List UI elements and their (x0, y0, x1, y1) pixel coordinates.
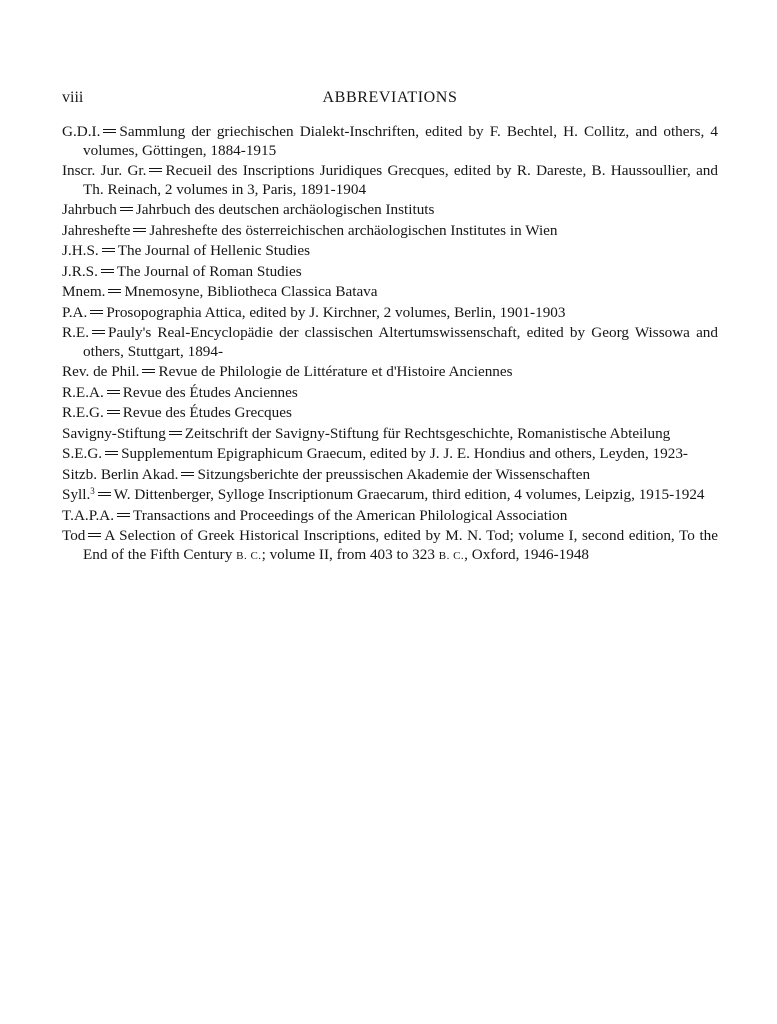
abbreviation-definition (83, 527, 718, 563)
equals-sign-icon (88, 533, 101, 537)
abbreviation-term: J.H.S. (62, 242, 99, 259)
abbreviation-definition: W. Dittenberger, Sylloge Inscriptionum Graecarum, third edition, 4 volumes, Leipzig, 1915-1924 (113, 486, 705, 503)
equals-sign-icon (101, 269, 114, 273)
abbreviation-definition: The Journal of Roman Studies (116, 262, 302, 280)
abbreviation-definition: Jahrbuch des deutschen archäologischen Instituts (135, 201, 435, 218)
page-number: viii (62, 89, 84, 106)
abbreviation-term: Sitzb. Berlin Akad. (62, 465, 179, 483)
equals-sign-icon (92, 330, 105, 334)
abbreviation-term: G.D.I. (62, 123, 101, 140)
definition-text: A Selection of Greek Historical Inscriptions, edited by M. N. Tod; volume I, second edition, To the End of the Fifth Century (83, 527, 718, 563)
equals-sign-icon (117, 513, 130, 517)
equals-sign-icon (90, 310, 103, 314)
abbreviation-definition: Sitzungsberichte der preussischen Akademie der Wissenschaften (197, 465, 591, 483)
equals-sign-icon (133, 228, 146, 232)
abbreviation-definition: Sammlung der griechischen Dialekt-Inschriften, edited by F. Bechtel, H. Collitz, and others, 4 volumes, Göttingen, 1884-1915 (83, 123, 718, 159)
abbreviation-term: P.A. (62, 303, 88, 321)
equals-sign-icon (107, 390, 120, 394)
abbreviation-term: T.A.P.A. (62, 506, 115, 524)
abbreviation-term: S.E.G. (62, 445, 103, 462)
abbreviation-definition: Revue des Études Anciennes (122, 383, 298, 401)
abbreviation-entry (62, 425, 718, 444)
equals-sign-icon (98, 492, 111, 496)
abbreviation-term: Syll. (62, 486, 91, 503)
abbreviation-definition: Recueil des Inscriptions Juridiques Grecques, edited by R. Dareste, B. Haussoullier, and Th. Reinach, 2 volumes in 3, Paris, 1891-1904 (83, 162, 718, 198)
abbreviation-entry (62, 404, 718, 423)
equals-sign-icon (169, 431, 182, 435)
era-small-caps: B. C. (236, 549, 262, 562)
abbreviation-entry (62, 222, 718, 241)
abbreviation-term: R.E. (62, 324, 90, 341)
abbreviation-entry (62, 363, 718, 382)
abbreviation-entry (62, 384, 718, 403)
abbreviation-entry (62, 527, 718, 565)
abbreviation-definition: Supplementum Epigraphicum Graecum, edited by J. J. E. Hondius and others, Leyden, 1923- (121, 445, 688, 462)
abbreviation-term: Savigny-Stiftung (62, 424, 166, 442)
abbreviation-definition: The Journal of Hellenic Studies (117, 242, 311, 259)
abbreviation-entry (62, 162, 718, 199)
abbreviation-definition: Pauly's Real-Encyclopädie der classischen Altertumswissenschaft, edited by Georg Wissowa and others, Stuttgart, 1894- (83, 324, 718, 360)
equals-sign-icon (107, 410, 120, 414)
page-header (62, 87, 718, 109)
abbreviation-term: J.R.S. (62, 262, 98, 280)
equals-sign-icon (103, 129, 116, 133)
era-small-caps: B. C. (438, 549, 465, 562)
abbreviation-entry (62, 445, 718, 464)
equals-sign-icon (120, 207, 133, 211)
abbreviation-term: Jahrbuch (62, 201, 117, 218)
equals-sign-icon (108, 289, 121, 293)
abbreviation-term: R.E.G. (62, 404, 104, 421)
abbreviation-definition: Revue des Études Grecques (122, 404, 292, 421)
abbreviation-entry (62, 201, 718, 220)
edition-superscript: 3 (90, 486, 95, 496)
abbreviation-definition: Mnemosyne, Bibliotheca Classica Batava (124, 283, 378, 300)
abbreviation-entry (62, 263, 718, 282)
running-head-title: ABBREVIATIONS (322, 89, 458, 106)
abbreviation-entry (62, 466, 718, 485)
definition-text: , Oxford, 1946-1948 (464, 545, 590, 563)
equals-sign-icon (149, 168, 162, 172)
abbreviation-definition: Jahreshefte des österreichischen archäologischen Institutes in Wien (149, 221, 558, 239)
abbreviation-term: Inscr. Jur. Gr. (62, 162, 147, 179)
abbreviation-term: Rev. de Phil. (62, 363, 140, 380)
equals-sign-icon (105, 451, 118, 455)
abbreviation-definition: Prosopographia Attica, edited by J. Kirchner, 2 volumes, Berlin, 1901-1903 (106, 303, 566, 321)
equals-sign-icon (102, 248, 115, 252)
equals-sign-icon (181, 472, 194, 476)
abbreviation-definition: Transactions and Proceedings of the American Philological Association (133, 506, 568, 524)
abbreviation-term: Mnem. (62, 283, 106, 300)
abbreviation-definition: Revue de Philologie de Littérature et d'Histoire Anciennes (158, 363, 513, 380)
abbreviation-entry (62, 283, 718, 302)
equals-sign-icon (142, 369, 155, 373)
abbreviation-term: Jahreshefte (62, 221, 131, 239)
abbreviation-entry (62, 324, 718, 361)
abbreviation-entry (62, 486, 718, 505)
abbreviation-definition: Zeitschrift der Savigny-Stiftung für Rechtsgeschichte, Romanistische Abteilung (184, 424, 671, 442)
abbreviations-list (62, 123, 718, 567)
definition-text: ; volume II, from 403 to 323 (261, 545, 439, 563)
abbreviation-entry (62, 242, 718, 261)
abbreviation-entry (62, 507, 718, 526)
abbreviation-entry (62, 123, 718, 160)
abbreviation-entry (62, 304, 718, 323)
abbreviation-term: R.E.A. (62, 383, 104, 401)
abbreviation-term: Tod (62, 527, 86, 544)
